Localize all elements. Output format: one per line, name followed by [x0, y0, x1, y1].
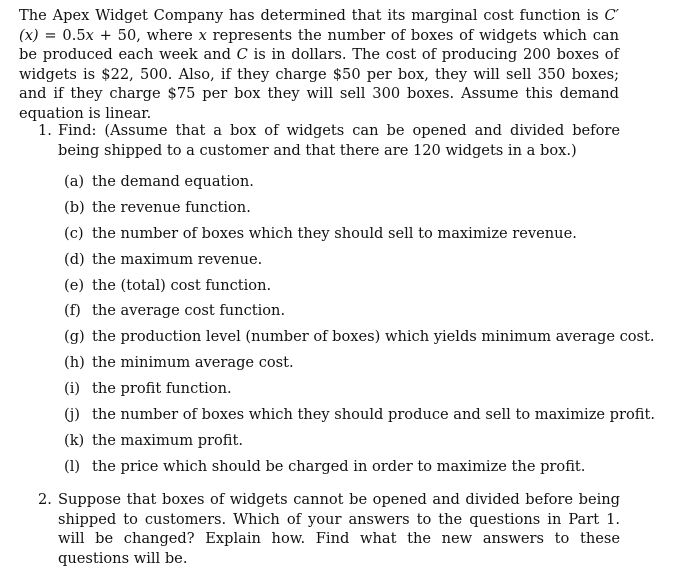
- question-2: [38, 490, 620, 568]
- variable-x: x: [198, 26, 207, 44]
- part-label: (a): [64, 173, 85, 190]
- question-1: [38, 121, 620, 160]
- part-text: the average cost function.: [92, 302, 286, 320]
- part-label: (j): [64, 406, 80, 424]
- question-1-number: 1.: [38, 122, 52, 139]
- list-item: [64, 250, 624, 276]
- part-text: the revenue function.: [92, 198, 251, 216]
- part-label: (d): [64, 250, 85, 268]
- part-label: (c): [64, 224, 84, 242]
- list-item: [64, 301, 624, 327]
- part-label: (l): [64, 457, 81, 475]
- list-item: [64, 327, 655, 353]
- intro-text-3: represents the number of boxes of widgets which can be produced each week and: [19, 26, 619, 64]
- part-text: the minimum average cost.: [92, 354, 294, 372]
- part-label: (b): [64, 198, 85, 216]
- part-label: (i): [64, 380, 81, 398]
- variable-x: x: [85, 26, 94, 44]
- part-text: the profit function.: [92, 380, 232, 398]
- part-text: the production level (number of boxes) which yields minimum average cost.: [92, 328, 655, 346]
- variable-c: C: [236, 46, 248, 64]
- part-label: (k): [64, 431, 85, 449]
- intro-text-1: The Apex Widget Company has determined that its marginal cost function is: [19, 7, 605, 24]
- list-item: [64, 353, 624, 379]
- list-item: [64, 379, 624, 405]
- part-label: (f): [64, 302, 81, 320]
- question-2-text: Suppose that boxes of widgets cannot be opened and divided before being shipped to customers. Which of your answers to the questions in Part 1. will be changed? Explain how. Find what the new answers to these questions will be.: [58, 491, 620, 567]
- part-text: the number of boxes which they should sell to maximize revenue.: [92, 224, 577, 242]
- intro-text-2: + 50, where: [93, 26, 199, 44]
- list-item: [64, 224, 624, 250]
- question-1-text: Find: (Assume that a box of widgets can be opened and divided before being shipped to a customer and that there are 120 widgets in a box.): [58, 122, 620, 159]
- list-item: [64, 457, 624, 483]
- question-2-number: 2.: [38, 491, 52, 508]
- list-item: [64, 431, 624, 457]
- list-item: [64, 198, 624, 224]
- part-text: the price which should be charged in order to maximize the profit.: [92, 457, 586, 475]
- part-text: the demand equation.: [92, 173, 254, 190]
- intro-equation: = 0.5: [38, 26, 86, 44]
- part-text: the maximum revenue.: [92, 250, 263, 268]
- part-label: (g): [64, 328, 85, 346]
- list-item: [64, 405, 656, 431]
- marginal-cost-symbol: C′(x): [19, 7, 619, 44]
- intro-text-4: is in dollars. The cost of producing 200 boxes of widgets is $22, 500. Also, if they charge $50 per box, they will sell 350 boxes; and if they charge $75 per box they will sell 300 boxes. Assume this demand equation is linear.: [19, 46, 619, 122]
- part-text: the (total) cost function.: [92, 276, 272, 294]
- part-label: (h): [64, 354, 85, 372]
- list-item: [64, 172, 624, 198]
- part-label: (e): [64, 276, 85, 294]
- question-1-parts: [64, 172, 656, 483]
- list-item: [64, 276, 624, 302]
- part-text: the number of boxes which they should produce and sell to maximize profit.: [92, 406, 656, 424]
- intro-paragraph: [19, 6, 619, 124]
- part-text: the maximum profit.: [92, 431, 244, 449]
